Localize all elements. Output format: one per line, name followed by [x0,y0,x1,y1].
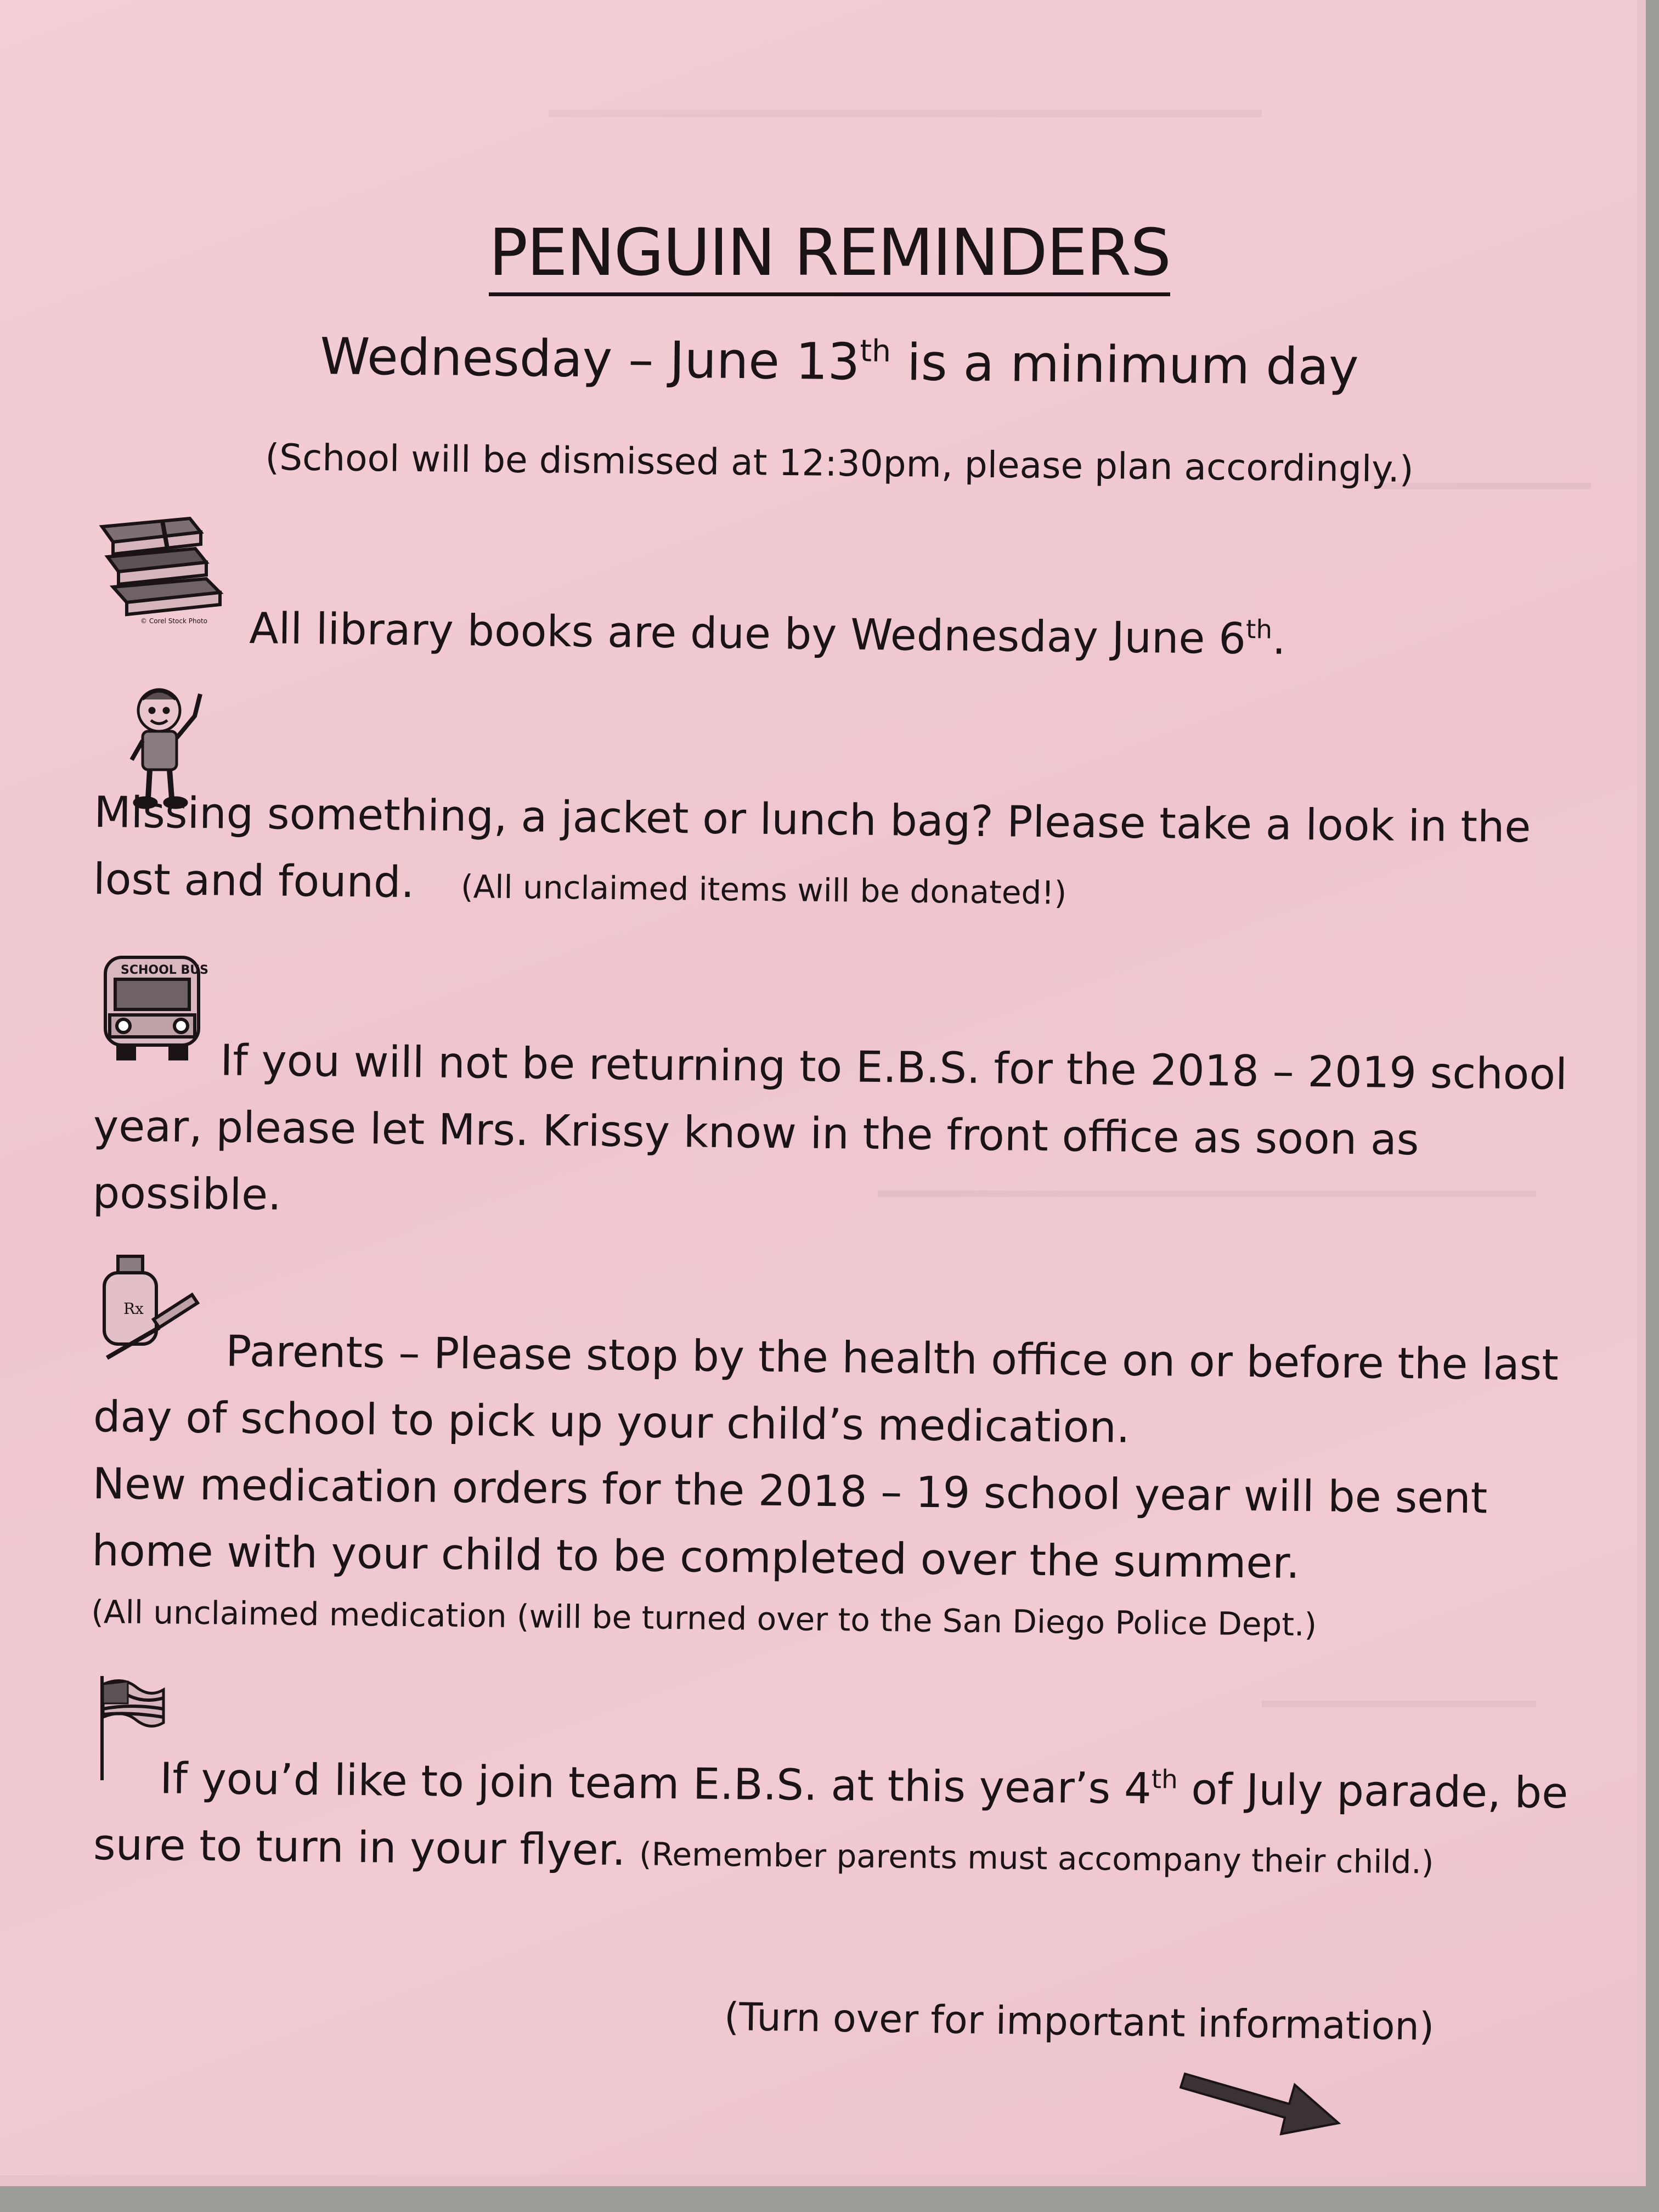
parade-note: (Remember parents must accompany their child.) [639,1835,1434,1881]
parade-text-a: If you’d like to join team E.B.S. at this year’s 4 [159,1754,1152,1814]
not-returning-text: If you will not be returning to E.B.S. for the 2018 – 2019 school year, please let Mrs. Krissy know in the front office as soon as possible. [92,1036,1568,1220]
minimum-day-sup: th [860,334,891,369]
library-books-end: . [1272,614,1286,664]
arrow-right-icon [1180,2052,1344,2140]
bus-label: SCHOOL BUS [121,963,208,977]
library-books-sup: th [1245,614,1273,645]
turn-over-note: (Turn over for important information) [724,1994,1435,2050]
minimum-day-suffix: is a minimum day [890,332,1359,397]
medication-pickup-text: Parents – Please stop by the health office on or before the last day of school to pick up your child’s medication. [93,1327,1559,1453]
books-clip-credit: © Corel Stock Photo [140,617,207,625]
lost-and-found-reminder [93,779,1586,932]
dismissal-note: (School will be dismissed at 12:30pm, please plan accordingly.) [265,436,1414,490]
lost-and-found-text: Missing something, a jacket or lunch bag? Please take a look in the lost and found. [93,787,1531,908]
page-title [0,214,1659,291]
minimum-day-prefix: Wednesday – June 13 [319,327,860,392]
page-title-text: PENGUIN REMINDERS [489,215,1170,296]
medication-orders-text: New medication orders for the 2018 – 19 school year will be sent home with your child to be completed over the summer. [92,1459,1488,1589]
lost-and-found-note: (All unclaimed items will be donated!) [460,868,1067,912]
bottle-label: Rx [123,1300,144,1318]
show-through-text [1262,1701,1536,1724]
parade-text [93,1745,1586,1897]
library-books-reminder [249,595,1566,676]
books-icon [97,510,239,625]
not-returning-reminder [92,1026,1587,1242]
library-books-text: All library books are due by Wednesday June 6 [249,603,1246,664]
parade-text-b: of July parade, be sure to turn in your flyer. [93,1764,1568,1876]
medication-note: (All unclaimed medication (will be turned over to the San Diego Police Dept.) [91,1593,1317,1644]
medication-reminder [91,1317,1587,1655]
minimum-day-line [0,320,1659,404]
parade-reminder [93,1745,1586,1897]
show-through-text [549,110,1262,178]
parade-sup: th [1151,1765,1178,1795]
